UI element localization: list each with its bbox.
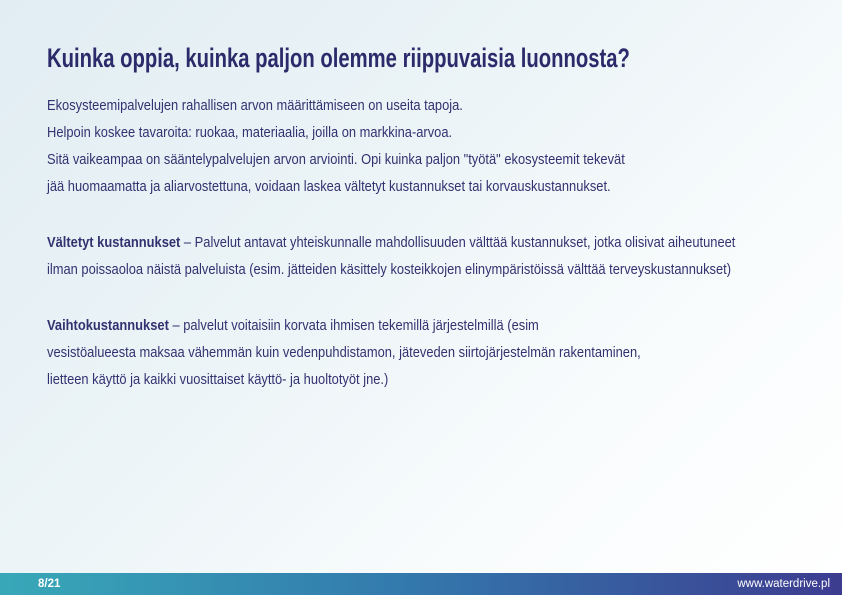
text-run: – Palvelut antavat yhteiskunnalle mahdollisuuden välttää kustannukset, jotka olisivat aiheutuneet [180, 234, 736, 251]
term-replacement-costs: Vaihtokustannukset [47, 317, 169, 334]
text-line [47, 229, 736, 256]
text-line: lietteen käyttö ja kaikki vuosittaiset käyttö- ja huoltotyöt jne.) [47, 371, 389, 388]
slide-title: Kuinka oppia, kuinka paljon olemme riippuvaisia luonnosta? [47, 43, 630, 73]
text-line [47, 312, 722, 339]
term-avoided-costs: Vältetyt kustannukset [47, 234, 181, 251]
page-indicator: 8/21 [38, 578, 61, 590]
text-line: jää huomaamatta ja aliarvostettuna, voidaan laskea vältetyt kustannukset tai korvauskustannukset. [47, 178, 611, 195]
slide-body [47, 92, 832, 393]
text-line: Sitä vaikeampaa on sääntelypalvelujen arvon arviointi. Opi kuinka paljon "työtä" ekosysteemit tekevät [47, 151, 625, 168]
text-run: – palvelut voitaisiin korvata ihmisen tekemillä järjestelmillä (esim [168, 317, 539, 334]
text-line: Ekosysteemipalvelujen rahallisen arvon määrittämiseen on useita tapoja. [47, 97, 463, 114]
intro-paragraph [47, 92, 722, 200]
text-line: Helpoin koskee tavaroita: ruokaa, materiaalia, joilla on markkina-arvoa. [47, 124, 453, 141]
avoided-costs-paragraph [47, 229, 736, 283]
text-line: ilman poissaoloa näistä palveluista (esim. jätteiden käsittely kosteikkojen elinympäristöissä välttää terveyskustannukset) [47, 261, 732, 278]
footer-bar [0, 573, 842, 595]
text-line: vesistöalueesta maksaa vähemmän kuin vedenpuhdistamon, jäteveden siirtojärjestelmän rakentaminen, [47, 344, 641, 361]
website-url: www.waterdrive.pl [737, 578, 830, 590]
replacement-costs-paragraph [47, 312, 722, 393]
